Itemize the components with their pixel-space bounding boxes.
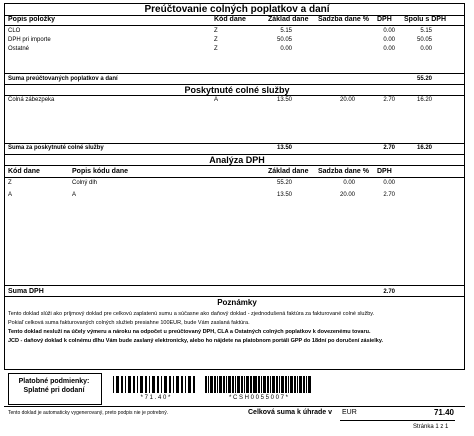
frame-right	[464, 3, 465, 370]
row-popis: DPH pri importe	[8, 37, 51, 43]
row-kod: A	[214, 97, 219, 103]
section3-title: Analýza DPH	[209, 155, 265, 165]
barcode-bar	[281, 376, 284, 393]
barcode-bar	[267, 376, 269, 393]
barcode-bar	[193, 376, 195, 393]
barcode-bar	[125, 376, 126, 393]
total-currency: EUR	[342, 409, 357, 416]
barcode-bar	[169, 376, 171, 393]
row-spolu: 16.20	[416, 97, 432, 103]
barcode-bar	[205, 376, 207, 393]
payment-terms-label: Platobné podmienky:	[18, 378, 90, 385]
col-header-zaklad: Základ dane	[268, 168, 309, 175]
section3-sum-value: 2.70	[383, 289, 395, 295]
section2-title: Poskytnuté colné služby	[184, 85, 290, 95]
section2-sum-dph: 2.70	[383, 145, 395, 151]
row-zaklad: 50.05	[276, 37, 292, 43]
barcode-bar	[276, 376, 278, 393]
row-popis: Ostatné	[8, 46, 30, 52]
section3-sum-label: Suma DPH	[8, 288, 44, 295]
barcode-bar	[145, 376, 147, 393]
section3-title-rule	[4, 165, 465, 166]
barcode-bar	[133, 376, 135, 393]
barcode-bar	[290, 376, 293, 393]
notes-top-rule	[4, 296, 465, 297]
section1-sum-label: Suma preúčtovaných poplatkov a daní	[8, 76, 118, 82]
barcode-bar	[161, 376, 162, 393]
barcode-bar	[223, 376, 225, 393]
col-header-sadzba: Sadzba dane %	[318, 168, 369, 175]
page-number: Stránka 1 z 1	[413, 424, 449, 430]
barcode-bar	[297, 376, 298, 393]
payment-terms-value: Splatné pri dodaní	[23, 387, 85, 394]
barcode-bar	[244, 376, 245, 393]
barcode-bar	[232, 376, 234, 393]
row-spolu: 0.00	[420, 46, 432, 52]
row-sadzba: 0.00	[343, 180, 355, 186]
barcode-bar	[306, 376, 307, 393]
row-zaklad: 13.50	[276, 192, 292, 198]
barcode-bar	[214, 376, 216, 393]
total-label: Celková suma k úhrade v	[248, 409, 333, 416]
row-dph: 0.00	[383, 46, 395, 52]
barcode-bar	[128, 376, 131, 393]
row-zaklad: 5.15	[280, 28, 292, 34]
barcode-bar	[263, 376, 266, 393]
barcode-bar	[188, 376, 191, 393]
row-kod: Z	[214, 46, 218, 52]
row-popis: CLO	[8, 28, 21, 34]
row-dph: 2.70	[383, 97, 395, 103]
barcode-bar	[140, 376, 143, 393]
barcode-bar	[116, 376, 119, 393]
barcode-bar	[285, 376, 287, 393]
col-header-kod: Kód dane	[214, 16, 246, 23]
footer-rule	[4, 406, 465, 407]
barcode-bar	[250, 376, 252, 393]
section2-sum-rule	[4, 143, 465, 144]
barcode-bar	[253, 376, 254, 393]
barcode-bar	[299, 376, 302, 393]
barcode-bar	[210, 376, 213, 393]
barcode-bar	[288, 376, 289, 393]
col-header-popis: Popis položky	[8, 16, 56, 23]
barcode-bar	[308, 376, 311, 393]
barcode-bar	[246, 376, 249, 393]
section2-sum-spolu: 16.20	[416, 145, 432, 151]
shipment-barcode	[205, 376, 312, 393]
row-dph: 0.00	[383, 28, 395, 34]
col-header-dph: DPH	[377, 168, 392, 175]
barcode-bar	[254, 376, 257, 393]
row-dph: 0.00	[383, 37, 395, 43]
barcode-bar	[303, 376, 305, 393]
section3-sum-rule	[4, 285, 465, 286]
amount-barcode	[113, 376, 198, 393]
barcode-bar	[137, 376, 138, 393]
row-sadzba: 20.00	[339, 97, 355, 103]
col-header-sadzba: Sadzba dane %	[318, 16, 369, 23]
row-zaklad: 13.50	[276, 97, 292, 103]
section2-sum-zaklad: 13.50	[276, 145, 292, 151]
row-sadzba: 20.00	[339, 192, 355, 198]
notes-line-4: JCD - daňový doklad k colnému dlhu Vám bude zaslaný elektronicky, alebo ho nájdete na platobnom portáli GPP do 18dní po doručení zásielky.	[8, 338, 383, 344]
barcode-bar	[237, 376, 240, 393]
barcode-bar	[121, 376, 123, 393]
barcode-bar	[235, 376, 236, 393]
barcode-bar	[181, 376, 183, 393]
row-popis: Colný dlh	[72, 180, 98, 186]
barcode-bar	[185, 376, 186, 393]
section1-sum-value: 55.20	[416, 76, 432, 82]
section3-header-rule	[4, 177, 465, 178]
col-header-popis: Popis kódu dane	[72, 168, 129, 175]
barcode-bar	[272, 376, 275, 393]
barcode-bar	[157, 376, 159, 393]
section2-sum-label: Suma za poskytnuté colné služby	[8, 145, 104, 151]
barcode-bar	[173, 376, 174, 393]
row-dph: 0.00	[383, 180, 395, 186]
barcode-bar	[113, 376, 114, 393]
frame-bottom	[4, 369, 465, 370]
row-popis: Colná zábezpeka	[8, 97, 55, 103]
row-popis: A	[72, 192, 77, 198]
row-zaklad: 55.20	[276, 180, 292, 186]
barcode-bar	[176, 376, 179, 393]
row-kod: Z	[214, 37, 218, 43]
row-kod: A	[8, 192, 13, 198]
barcode-bar	[228, 376, 231, 393]
barcode-bar	[164, 376, 167, 393]
section1-sum-rule	[4, 73, 465, 74]
row-spolu: 5.15	[420, 28, 432, 34]
barcode-bar	[152, 376, 155, 393]
col-header-zaklad: Základ dane	[268, 16, 309, 23]
row-kod: Z	[8, 180, 12, 186]
barcode-bar	[279, 376, 280, 393]
notes-title: Poznámky	[217, 298, 257, 307]
row-zaklad: 0.00	[280, 46, 292, 52]
notes-line-1: Tento doklad slúži ako príjmový doklad pre celkovú zaplatenú sumu a súčasne ako daňový doklad - zjednodušená faktúra za fakturované colné služby.	[8, 311, 375, 317]
notes-line-2: Pokiaľ celková suma fakturovaných colných služieb presiahne 100EUR, bude Vám zaslaná faktúra.	[8, 320, 250, 326]
barcode-bar	[241, 376, 243, 393]
barcode-bar	[294, 376, 296, 393]
barcode-bar	[149, 376, 150, 393]
row-dph: 2.70	[383, 192, 395, 198]
barcode-bar	[270, 376, 271, 393]
barcode-bar	[217, 376, 218, 393]
row-kod: Z	[214, 28, 218, 34]
notes-line-3: Tento doklad nesluží na účely výmeru a nároku na odpočet u preúčtovaný DPH, CLA a Ostatných colných poplatkov k dovezenému tovaru.	[8, 329, 371, 335]
col-header-kod: Kód dane	[8, 168, 40, 175]
footer-note: Tento doklad je automaticky vygenerovaný, preto podpis nie je potrebný.	[8, 410, 169, 416]
col-header-dph: DPH	[377, 16, 392, 23]
col-header-spolu: Spolu s DPH	[404, 16, 447, 23]
barcode-bar	[258, 376, 260, 393]
total-underline	[340, 420, 455, 421]
row-spolu: 50.05	[416, 37, 432, 43]
total-value: 71.40	[433, 408, 454, 417]
shipment-barcode-text: * C S H 0 0 5 5 0 0 7 *	[228, 395, 289, 401]
amount-barcode-text: * 7 1 . 4 0 *	[140, 395, 171, 401]
barcode-bar	[261, 376, 262, 393]
barcode-bar	[208, 376, 209, 393]
section1-title: Preúčtovanie colných poplatkov a daní	[144, 4, 330, 15]
section1-header-rule	[4, 25, 465, 26]
barcode-bar	[226, 376, 227, 393]
barcode-bar	[219, 376, 222, 393]
section2-title-rule	[4, 95, 465, 96]
frame-left	[4, 3, 5, 370]
